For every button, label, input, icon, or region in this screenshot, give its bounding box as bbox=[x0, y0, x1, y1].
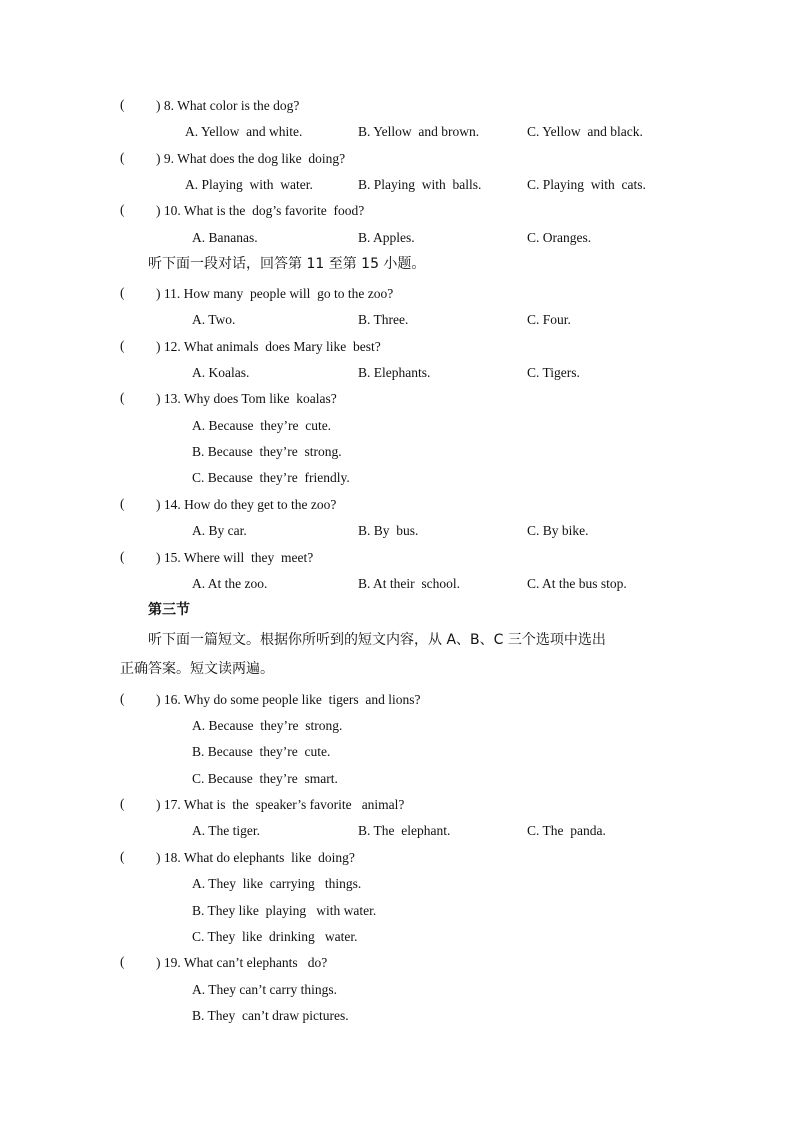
question-13-option-b: B. Because they’re strong. bbox=[192, 444, 342, 459]
question-19-option-a: A. They can’t carry things. bbox=[192, 982, 337, 997]
question-14-option-c: C. By bike. bbox=[527, 523, 589, 538]
section-3-instruction-line-2: 正确答案。短文读两遍。 bbox=[120, 661, 274, 677]
section-3-heading: 第三节 bbox=[148, 602, 190, 618]
answer-bracket-q12[interactable]: ( bbox=[120, 338, 125, 353]
question-9-option-a: A. Playing with water. bbox=[185, 177, 313, 192]
answer-bracket-q18[interactable]: ( bbox=[120, 849, 125, 864]
question-15-option-a: A. At the zoo. bbox=[192, 576, 268, 591]
question-14-stem: ) 14. How do they get to the zoo? bbox=[156, 497, 337, 512]
question-8-stem: ) 8. What color is the dog? bbox=[156, 98, 300, 113]
question-8-option-a: A. Yellow and white. bbox=[185, 124, 303, 139]
question-9-stem: ) 9. What does the dog like doing? bbox=[156, 151, 346, 166]
answer-bracket-q16[interactable]: ( bbox=[120, 691, 125, 706]
question-16-stem: ) 16. Why do some people like tigers and lions? bbox=[156, 692, 421, 707]
answer-bracket-q10[interactable]: ( bbox=[120, 202, 125, 217]
answer-bracket-q8[interactable]: ( bbox=[120, 97, 125, 112]
question-18-option-c: C. They like drinking water. bbox=[192, 929, 358, 944]
answer-bracket-q14[interactable]: ( bbox=[120, 496, 125, 511]
question-15-option-b: B. At their school. bbox=[358, 576, 460, 591]
answer-bracket-q17[interactable]: ( bbox=[120, 796, 125, 811]
question-17-option-c: C. The panda. bbox=[527, 823, 606, 838]
question-11-option-a: A. Two. bbox=[192, 312, 236, 327]
question-19-stem: ) 19. What can’t elephants do? bbox=[156, 955, 328, 970]
question-11-stem: ) 11. How many people will go to the zoo? bbox=[156, 286, 394, 301]
question-10-stem: ) 10. What is the dog’s favorite food? bbox=[156, 203, 365, 218]
question-14-option-a: A. By car. bbox=[192, 523, 247, 538]
answer-bracket-q15[interactable]: ( bbox=[120, 549, 125, 564]
question-19-option-b: B. They can’t draw pictures. bbox=[192, 1008, 349, 1023]
question-13-option-c: C. Because they’re friendly. bbox=[192, 470, 350, 485]
answer-bracket-q11[interactable]: ( bbox=[120, 285, 125, 300]
question-10-option-c: C. Oranges. bbox=[527, 230, 592, 245]
question-18-stem: ) 18. What do elephants like doing? bbox=[156, 850, 355, 865]
question-12-stem: ) 12. What animals does Mary like best? bbox=[156, 339, 381, 354]
question-15-option-c: C. At the bus stop. bbox=[527, 576, 627, 591]
question-18-option-a: A. They like carrying things. bbox=[192, 876, 362, 891]
question-16-option-c: C. Because they’re smart. bbox=[192, 771, 338, 786]
question-11-option-c: C. Four. bbox=[527, 312, 571, 327]
question-14-option-b: B. By bus. bbox=[358, 523, 419, 538]
question-15-stem: ) 15. Where will they meet? bbox=[156, 550, 314, 565]
question-18-option-b: B. They like playing with water. bbox=[192, 903, 377, 918]
question-17-stem: ) 17. What is the speaker’s favorite animal? bbox=[156, 797, 405, 812]
question-13-option-a: A. Because they’re cute. bbox=[192, 418, 332, 433]
question-8-option-b: B. Yellow and brown. bbox=[358, 124, 480, 139]
question-12-option-b: B. Elephants. bbox=[358, 365, 431, 380]
answer-bracket-q19[interactable]: ( bbox=[120, 954, 125, 969]
question-9-option-c: C. Playing with cats. bbox=[527, 177, 646, 192]
section-3-instruction-line-1: 听下面一篇短文。根据你所听到的短文内容，从 A、B、C 三个选项中选出 bbox=[148, 632, 606, 648]
question-13-stem: ) 13. Why does Tom like koalas? bbox=[156, 391, 337, 406]
question-12-option-c: C. Tigers. bbox=[527, 365, 580, 380]
question-16-option-b: B. Because they’re cute. bbox=[192, 744, 331, 759]
question-11-option-b: B. Three. bbox=[358, 312, 409, 327]
question-8-option-c: C. Yellow and black. bbox=[527, 124, 643, 139]
question-10-option-a: A. Bananas. bbox=[192, 230, 258, 245]
question-16-option-a: A. Because they’re strong. bbox=[192, 718, 343, 733]
question-17-option-a: A. The tiger. bbox=[192, 823, 260, 838]
question-17-option-b: B. The elephant. bbox=[358, 823, 451, 838]
answer-bracket-q13[interactable]: ( bbox=[120, 390, 125, 405]
instruction-11-15: 听下面一段对话，回答第 11 至第 15 小题。 bbox=[148, 256, 426, 272]
question-10-option-b: B. Apples. bbox=[358, 230, 415, 245]
question-9-option-b: B. Playing with balls. bbox=[358, 177, 482, 192]
answer-bracket-q9[interactable]: ( bbox=[120, 150, 125, 165]
question-12-option-a: A. Koalas. bbox=[192, 365, 250, 380]
